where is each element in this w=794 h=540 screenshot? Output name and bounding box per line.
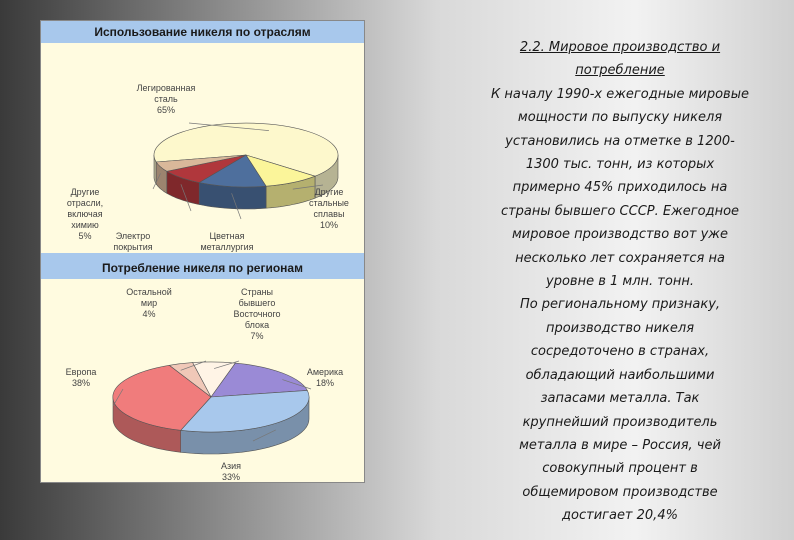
slice-label: 7% — [250, 331, 264, 341]
region-pie-chart — [41, 279, 364, 482]
slice-label: Другие — [70, 187, 100, 197]
text-line: сосредоточено в странах, — [530, 344, 710, 360]
text-line: общемировом производстве — [522, 484, 718, 500]
slice-label: бывшего — [238, 298, 276, 308]
text-line: запасами металла. Так — [540, 391, 700, 407]
text-line: крупнейший производитель — [522, 414, 718, 430]
text-line: По региональному признаку, — [519, 297, 721, 313]
text-line: 1300 тыс. тонн, из которых — [525, 157, 715, 173]
text-line: мировое производство вот уже — [511, 227, 729, 243]
text-line: производство никеля — [545, 320, 695, 336]
slice-label: отрасли, — [66, 198, 104, 208]
slice-label: Европа — [65, 367, 97, 377]
text-line: примерно 45% приходилось на — [512, 180, 728, 196]
text-line: потребление — [575, 63, 665, 79]
text-line: 2.2. Мировое производство и — [519, 40, 721, 55]
slice-label: стальные — [309, 198, 349, 208]
slice-label: Легированная — [136, 83, 196, 93]
text-line: совокупный процент в — [542, 461, 698, 477]
slice-label: включая — [67, 209, 103, 219]
slice-label: Америка — [306, 367, 344, 377]
article-text — [470, 36, 770, 528]
text-line: несколько лет сохраняется на — [515, 250, 725, 266]
slice-label: Остальной — [126, 287, 172, 297]
slice-label: металлургия — [200, 242, 254, 252]
slice-label: сплавы — [313, 209, 345, 219]
slice-label: Другие — [314, 187, 344, 197]
slice-label: блока — [244, 320, 270, 330]
text-line: уровне в 1 млн. тонн. — [546, 274, 694, 290]
text-line: обладающий наибольшими — [525, 367, 715, 383]
slice-label: покрытия — [113, 242, 153, 252]
industry-usage-panel — [41, 21, 364, 253]
region-chart-title: Потребление никеля по регионам — [41, 257, 364, 279]
slice-label: 65% — [156, 105, 176, 115]
text-line: мощности по выпуску никеля — [517, 110, 723, 126]
text-line: металла в мире – Россия, чей — [519, 437, 721, 453]
slice-label: Страны — [240, 287, 274, 297]
text-line: установились на отметке в 1200- — [505, 133, 735, 149]
slice-label: 5% — [78, 231, 92, 241]
slice-label: 18% — [315, 378, 335, 388]
nickel-charts-figure — [40, 20, 365, 483]
slice-label: Цветная — [209, 231, 245, 241]
text-line: достигает 20,4% — [562, 508, 678, 524]
slice-label: 33% — [221, 472, 241, 482]
text-line: К началу 1990-х ежегодные мировые — [491, 86, 749, 102]
slice-label: мир — [140, 298, 158, 308]
slice-label: сталь — [154, 94, 178, 104]
text-line: страны бывшего СССР. Ежегодное — [500, 203, 740, 219]
industry-pie-chart — [41, 43, 364, 253]
industry-chart-title: Использование никеля по отраслям — [41, 21, 364, 43]
slice-label: 4% — [142, 309, 156, 319]
slice-label: химию — [71, 220, 99, 230]
slice-label: Азия — [220, 461, 242, 471]
slice-label: Восточного — [233, 309, 281, 319]
slice-label: Электро — [115, 231, 151, 241]
slice-label: 38% — [71, 378, 91, 388]
region-consumption-panel — [41, 257, 364, 482]
slice-label: 10% — [319, 220, 339, 230]
